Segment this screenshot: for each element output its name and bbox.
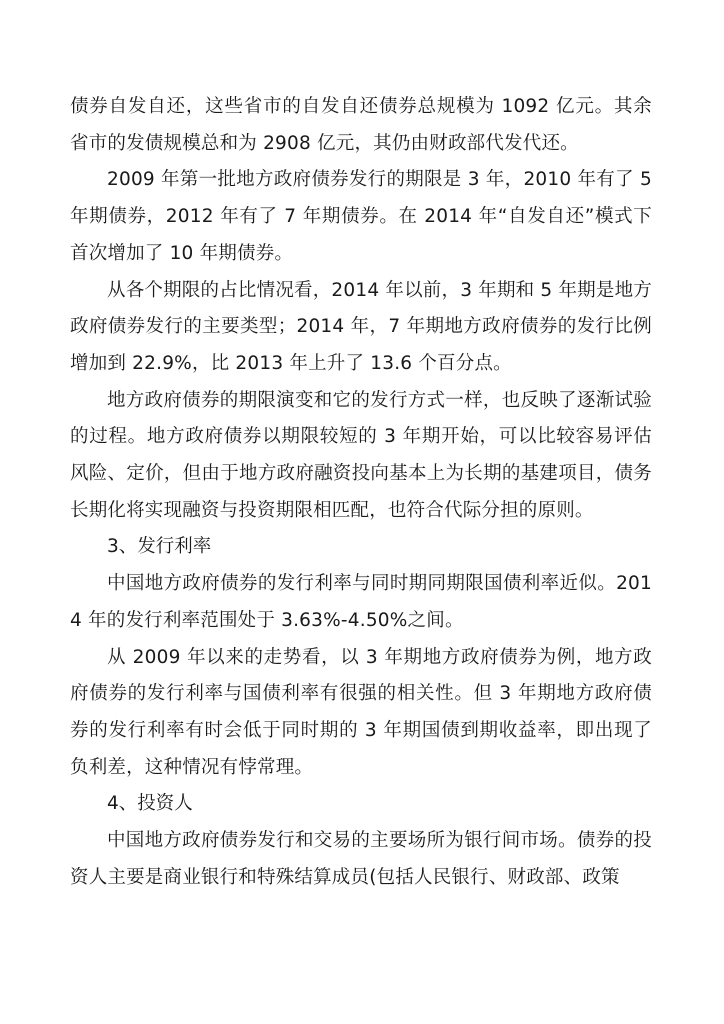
paragraph-maturity-evolution: 地方政府债券的期限演变和它的发行方式一样，也反映了逐渐试验的过程。地方政府债券以期限较短的 3 年期开始，可以比较容易评估风险、定价，但由于地方政府融资投向基本上为长期的基建项目，债务长期化将实现融资与投资期限相匹配，也符合代际分担的原则。 bbox=[70, 389, 652, 521]
paragraph-bond-maturity-history: 2009 年第一批地方政府债券发行的期限是 3 年，2010 年有了 5 年期债券，2012 年有了 7 年期债券。在 2014 年“自发自还”模式下首次增加了 10 年期债券。 bbox=[70, 169, 652, 264]
paragraph-intro-continuation: 债券自发自还，这些省市的自发自还债券总规模为 1092 亿元。其余省市的发债规模总和为 2908 亿元，其仍由财政部代发代还。 bbox=[70, 96, 652, 154]
paragraph-issuance-rate: 中国地方政府债券的发行利率与同时期同期限国债利率近似。2014 年的发行利率范围处于 3.63%-4.50%之间。 bbox=[70, 573, 652, 631]
paragraph-maturity-share: 从各个期限的占比情况看，2014 年以前，3 年期和 5 年期是地方政府债券发行的主要类型；2014 年，7 年期地方政府债券的发行比例增加到 22.9%，比 2013 年上升了 13.6 个百分点。 bbox=[70, 279, 652, 374]
paragraph-rate-trend: 从 2009 年以来的走势看，以 3 年期地方政府债券为例，地方政府债券的发行利率与国债利率有很强的相关性。但 3 年期地方政府债券的发行利率有时会低于同时期的 3 年期国债到期收益率，即出现了负利差，这种情况有悖常理。 bbox=[70, 646, 652, 778]
section-heading-investors: 4、投资人 bbox=[107, 793, 193, 815]
paragraph-investors: 中国地方政府债券发行和交易的主要场所为银行间市场。债券的投资人主要是商业银行和特殊结算成员(包括人民银行、财政部、政策 bbox=[70, 830, 652, 888]
section-heading-issuance-rate: 3、发行利率 bbox=[107, 536, 212, 558]
